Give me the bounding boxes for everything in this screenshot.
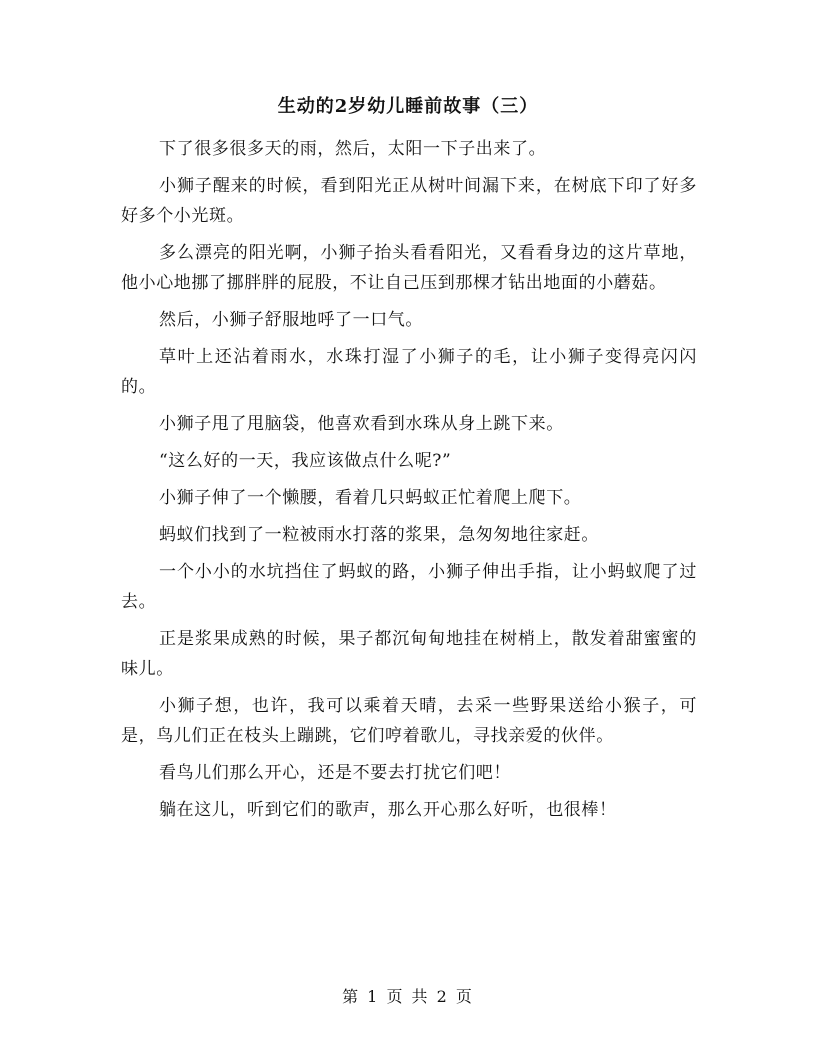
paragraph-1: 下了很多很多天的雨，然后，太阳一下子出来了。	[159, 139, 547, 159]
paragraph-6: 小狮子甩了甩脑袋，他喜欢看到水珠从身上跳下来。	[159, 414, 564, 434]
paragraph-7: “这么好的一天，我应该做点什么呢?”	[159, 451, 452, 471]
paragraph-12: 小狮子想，也许，我可以乘着天晴，去采一些野果送给小猴子，可是，鸟儿们正在枝头上蹦跳，它们哼着歌儿，寻找亲爱的伙伴。	[121, 696, 697, 746]
paragraph-3: 多么漂亮的阳光啊，小狮子抬头看看阳光，又看看身边的这片草地，他小心地挪了挪胖胖的屁股，不让自己压到那棵才钻出地面的小蘑菇。	[121, 243, 697, 293]
paragraph-9: 蚂蚁们找到了一粒被雨水打落的浆果，急匆匆地往家赶。	[159, 525, 599, 545]
paragraph-4: 然后，小狮子舒服地呼了一口气。	[159, 310, 423, 330]
story-body	[121, 134, 697, 832]
paragraph-5: 草叶上还沾着雨水，水珠打湿了小狮子的毛，让小狮子变得亮闪闪的。	[121, 347, 697, 397]
paragraph-2: 小狮子醒来的时候，看到阳光正从树叶间漏下来，在树底下印了好多好多个小光斑。	[121, 176, 697, 226]
document-title: 生动的2岁幼儿睡前故事（三）	[277, 96, 539, 117]
paragraph-8: 小狮子伸了一个懒腰，看着几只蚂蚁正忙着爬上爬下。	[159, 488, 582, 508]
paragraph-10: 一个小小的水坑挡住了蚂蚁的路，小狮子伸出手指，让小蚂蚁爬了过去。	[121, 562, 697, 612]
paragraph-13: 看鸟儿们那么开心，还是不要去打扰它们吧！	[159, 763, 511, 783]
page-number-footer: 第 1 页 共 2 页	[342, 987, 474, 1006]
paragraph-11: 正是浆果成熟的时候，果子都沉甸甸地挂在树梢上，散发着甜蜜蜜的味儿。	[121, 629, 697, 679]
paragraph-14: 躺在这儿，听到它们的歌声，那么开心那么好听，也很棒！	[159, 800, 617, 820]
